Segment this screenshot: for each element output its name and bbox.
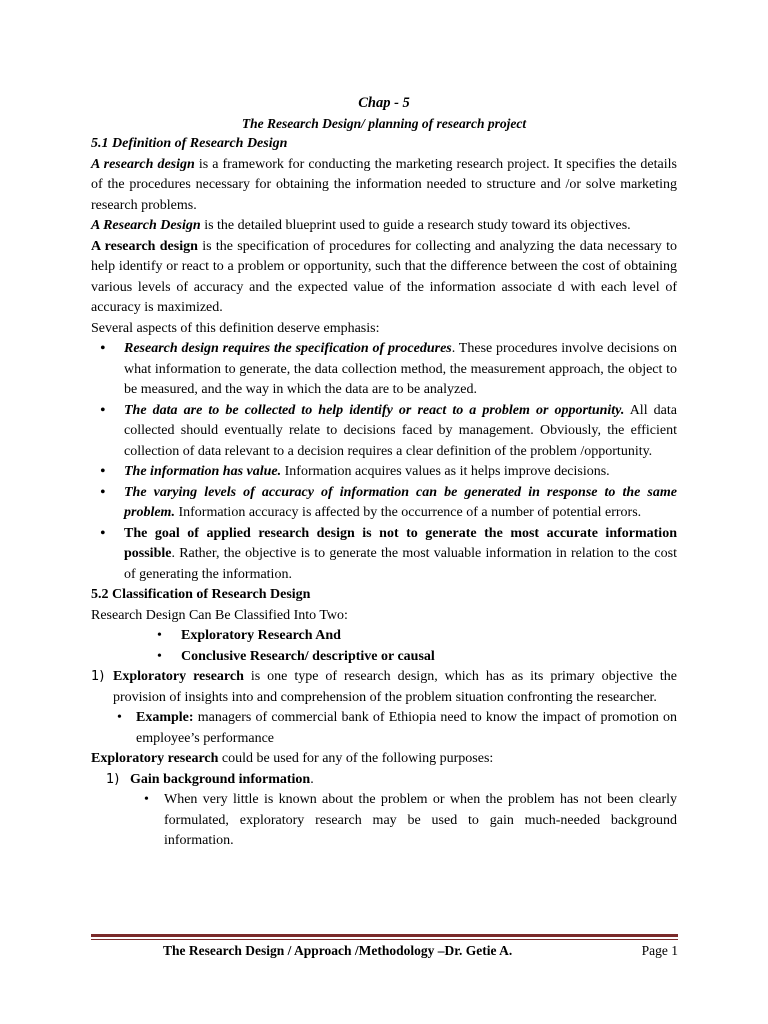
emphasis-intro: Several aspects of this definition deserve emphasis: <box>91 320 380 336</box>
definition-paragraph-3 <box>91 237 677 319</box>
list-item: • When very little is known about the problem or when the problem has not been clearly formulated, exploratory research may be used to gain much-needed background information. <box>141 790 677 852</box>
list-item: • Conclusive Research/ descriptive or causal <box>157 647 677 668</box>
definition-paragraph-2 <box>91 216 677 237</box>
list-item-term: The data are to be collected to help identify or react to a problem or opportunity. <box>124 402 625 418</box>
list-item <box>113 708 677 749</box>
list-item <box>91 483 677 524</box>
design-types-list <box>91 626 677 667</box>
footer-rule-thin <box>91 939 678 940</box>
list-item <box>91 462 677 483</box>
definition-3-term: A research design <box>91 238 198 254</box>
item-number: 1) <box>106 771 120 787</box>
example-text: managers of commercial bank of Ethiopia need to know the impact of promotion on employee’s performance <box>136 710 677 746</box>
list-item-term: The goal of applied research design is not to generate the most accurate information possible <box>124 525 677 561</box>
footer-rule-thick <box>91 934 678 937</box>
definition-1-text: is a framework for conducting the marketing research project. It specifies the details of the procedures necessary for obtaining the information needed to structure and /or solve marketing research problems. <box>91 156 677 213</box>
footer-title: The Research Design / Approach /Methodology –Dr. Getie A. <box>163 943 513 958</box>
purpose-item-1 <box>91 770 677 791</box>
list-item-text: . These procedures involve decisions on what information to generate, the data collection method, the measurement approach, the object to be measured, and the way in which the data are to be analyzed. <box>124 341 677 397</box>
purpose-1-details <box>91 790 677 852</box>
purpose-1-title: Gain background information <box>130 771 311 787</box>
list-item-term: The varying levels of accuracy of information can be generated in response to the same problem. <box>124 484 677 520</box>
page-number: Page 1 <box>641 943 678 958</box>
section-heading-5-2: 5.2 Classification of Research Design <box>91 587 311 602</box>
exploratory-text: is one type of research design, which has as its primary objective the provision of insights into and comprehension of the problem situation confronting the researcher. <box>113 669 677 705</box>
list-item <box>91 401 677 463</box>
definition-paragraph-1 <box>91 155 677 217</box>
list-item-text: All data collected should eventually relate to decisions faced by management. Obviously, the efficient collection of data relevant to a decision requires a clear definition of the problem /opportunity. <box>124 402 678 459</box>
list-item: • Exploratory Research And <box>157 626 677 647</box>
list-item-text: Information accuracy is affected by the occurrence of a number of potential errors. <box>174 505 642 520</box>
chapter-subtitle: The Research Design/ planning of research project <box>241 115 527 131</box>
exploratory-term: Exploratory research <box>113 669 244 684</box>
purposes-intro <box>91 749 677 770</box>
list-item <box>91 524 677 586</box>
exploratory-item <box>91 667 677 708</box>
definition-3-text: is the specification of procedures for collecting and analyzing the data necessary to help identify or react to a problem or opportunity, such that the difference between the cost of obtaining various levels of accuracy and the expected value of the information associate d with each level of accuracy is maximized. <box>91 238 677 315</box>
definition-2-text: is the detailed blueprint used to guide a research study toward its objectives. <box>200 218 631 233</box>
example-list <box>91 708 677 749</box>
document-page <box>91 93 677 852</box>
list-item <box>91 339 677 401</box>
definition-2-term: A Research Design <box>91 218 201 233</box>
chapter-title: Chap - 5 <box>358 95 410 111</box>
item-number: 1) <box>91 669 105 684</box>
list-item-text: Information acquires values as it helps improve decisions. <box>281 464 610 479</box>
purposes-text: could be used for any of the following purposes: <box>218 751 494 766</box>
example-label: Example: <box>136 710 194 725</box>
emphasis-list <box>91 339 677 585</box>
classification-intro: Research Design Can Be Classified Into Two: <box>91 607 348 623</box>
definition-1-term: A research design <box>91 156 195 172</box>
purposes-term: Exploratory research <box>91 751 219 766</box>
list-item-text: . Rather, the objective is to generate the most valuable information in relation to the cost of generating the information. <box>124 546 677 582</box>
section-heading-5-1: 5.1 Definition of Research Design <box>91 136 288 151</box>
list-item-term: The information has value. <box>124 464 282 479</box>
list-item-term: Research design requires the specification of procedures <box>124 341 452 356</box>
purpose-1-period: . <box>310 771 314 787</box>
